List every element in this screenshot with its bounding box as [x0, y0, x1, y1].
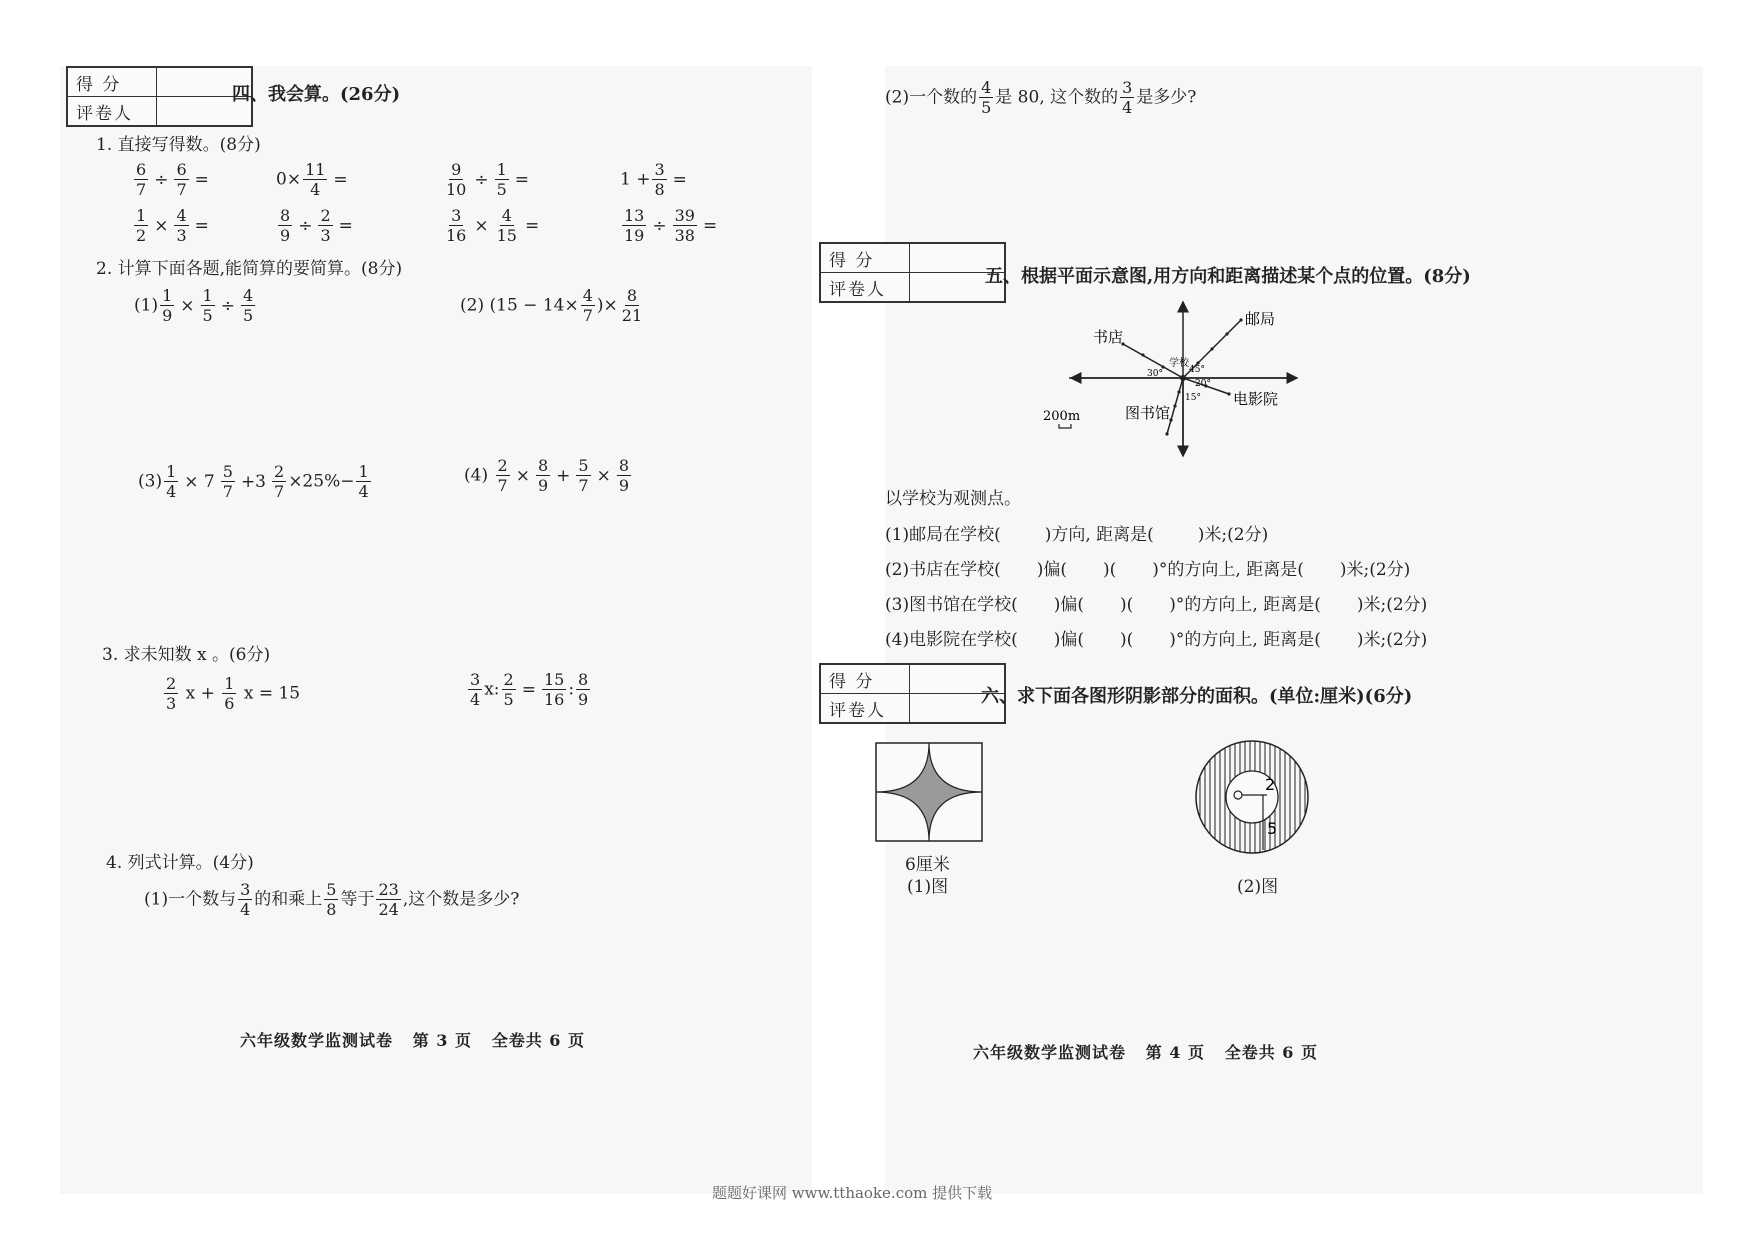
fraction: $\frac{8}{21}$ [621, 286, 643, 325]
q1-item-8: $\frac{13}{19}$ ÷ $\frac{39}{38}$ = [624, 206, 718, 245]
school-label: 学校 [1169, 358, 1189, 369]
q3-equation-2: $\frac{3}{4}$ x: $\frac{2}{5}$ = $\frac{15}{16}$ : $\frac{8}{9}$ [470, 670, 589, 709]
fraction: $\frac{23}{24}$ [378, 880, 399, 919]
q3-title: 3. 求未知数 x 。(6分) [102, 645, 271, 665]
grader-label: 评卷人 [820, 694, 910, 724]
fraction: $\frac{8}{9}$ [578, 670, 589, 709]
q4-part-2: (2)一个数的 $\frac{4}{5}$ 是 80, 这个数的 $\frac{3}{4}$ 是多少? [885, 78, 1197, 117]
figure-1-size: 6厘米 [905, 855, 950, 875]
fraction: $\frac{8}{9}$ [618, 456, 629, 495]
page-4 [829, 66, 1703, 1194]
fraction: $\frac{2}{3}$ [320, 206, 331, 245]
footer-left: 六年级数学监测试卷 第 3 页 全卷共 6 页 [240, 1031, 586, 1050]
library-label: 图书馆 [1125, 404, 1171, 422]
fraction: $\frac{1}{4}$ [358, 462, 369, 501]
fraction: $\frac{1}{4}$ [166, 462, 177, 501]
fraction: $\frac{1}{6}$ [224, 674, 235, 713]
q1-title: 1. 直接写得数。(8分) [96, 135, 261, 155]
fraction: $\frac{1}{2}$ [136, 206, 147, 245]
figure-2-circles [1193, 738, 1311, 856]
q2-part-1: (1) $\frac{1}{9}$ × $\frac{1}{5}$ ÷ $\frac{4}{5}$ [134, 286, 254, 325]
q4-title: 4. 列式计算。(4分) [106, 853, 254, 873]
fraction: $\frac{6}{7}$ [176, 160, 187, 199]
fraction: $\frac{4}{5}$ [242, 286, 254, 325]
school-point [1180, 375, 1186, 381]
fraction: $\frac{5}{8}$ [326, 880, 337, 919]
q3-equation-1: $\frac{2}{3}$ x + $\frac{1}{6}$ x = 15 [166, 674, 301, 713]
score-label: 得 分 [820, 243, 910, 273]
small-radius-label: 2 [1265, 775, 1276, 794]
cinema-label: 电影院 [1233, 390, 1279, 408]
post-label: 邮局 [1245, 310, 1276, 328]
angle-20-label: 20° [1195, 379, 1211, 389]
q5-line-3: (3)图书馆在学校( )偏( )( )°的方向上, 距离是( )米;(2分) [885, 595, 1428, 615]
score-label: 得 分 [820, 664, 910, 694]
bookstore-label: 书店 [1093, 328, 1124, 346]
fraction: $\frac{39}{38}$ [674, 206, 695, 245]
angle-15-label: 15° [1185, 393, 1201, 403]
fraction: $\frac{2}{3}$ [166, 674, 177, 713]
watermark: 题题好课网 www.tthaoke.com 提供下载 [712, 1184, 993, 1202]
direction-map [1043, 296, 1325, 466]
score-box [66, 66, 253, 127]
fraction: $\frac{4}{3}$ [176, 206, 187, 245]
fraction: $\frac{13}{19}$ [624, 206, 645, 245]
q1-item-6: $\frac{8}{9}$ ÷ $\frac{2}{3}$ = [280, 206, 353, 245]
angle-45-label: 45° [1189, 365, 1205, 375]
section-title-4: 四、我会算。(26分) [232, 84, 401, 105]
fraction: $\frac{8}{9}$ [537, 456, 549, 495]
fraction: $\frac{1}{5}$ [496, 160, 507, 199]
fraction: $\frac{9}{10}$ [446, 160, 467, 199]
fraction: $\frac{2}{5}$ [503, 670, 514, 709]
fraction: $\frac{4}{5}$ [981, 78, 992, 117]
q5-line-4: (4)电影院在学校( )偏( )( )°的方向上, 距离是( )米;(2分) [885, 630, 1428, 650]
fraction: $\frac{2}{7}$ [497, 456, 508, 495]
fraction: $\frac{6}{7}$ [136, 160, 147, 199]
grader-label: 评卷人 [67, 97, 157, 127]
large-radius-label: 5 [1267, 819, 1278, 838]
q1-item-7: $\frac{3}{16}$ × $\frac{4}{15}$ = [446, 206, 540, 245]
score-label: 得 分 [67, 67, 157, 97]
page-3 [60, 66, 812, 1194]
fraction: $\frac{4}{15}$ [496, 206, 517, 245]
fraction: $\frac{8}{9}$ [280, 206, 291, 245]
q1-item-3: $\frac{9}{10}$ ÷ $\frac{1}{5}$ = [446, 160, 530, 199]
q2-part-4: (4) $\frac{2}{7}$ × $\frac{8}{9}$ + $\frac{5}{7}$ × $\frac{8}{9}$ [464, 456, 629, 495]
figure-2-caption: (2)图 [1237, 877, 1279, 897]
q2-part-3: (3) $\frac{1}{4}$ × 7 $\frac{5}{7}$ +3 $\frac{2}{7}$ ×25%− $\frac{1}{4}$ [138, 462, 369, 501]
scale-bar [1059, 424, 1071, 428]
q2-title: 2. 计算下面各题,能简算的要简算。(8分) [96, 259, 403, 279]
center-point [1234, 791, 1242, 799]
scale-label: 200m [1043, 409, 1081, 424]
fraction: $\frac{3}{4}$ [1122, 78, 1133, 117]
q1-item-2: 0× $\frac{11}{4}$ = [276, 160, 348, 199]
q5-line-2: (2)书店在学校( )偏( )( )°的方向上, 距离是( )米;(2分) [885, 560, 1411, 580]
score-box-5 [819, 242, 1006, 303]
figure-1-caption: (1)图 [907, 877, 949, 897]
fraction: $\frac{5}{7}$ [222, 462, 233, 501]
fraction: $\frac{3}{4}$ [470, 670, 481, 709]
section-title-5: 五、根据平面示意图,用方向和距离描述某个点的位置。(8分) [985, 266, 1471, 287]
fraction: $\frac{15}{16}$ [543, 670, 565, 709]
q1-item-1: $\frac{6}{7}$ ÷ $\frac{6}{7}$ = [136, 160, 209, 199]
figure-1-square [875, 742, 985, 844]
angle-30-label: 30° [1147, 369, 1163, 379]
fraction: $\frac{3}{16}$ [446, 206, 467, 245]
fraction: $\frac{1}{9}$ [162, 286, 173, 325]
section-title-6: 六、求下面各图形阴影部分的面积。(单位:厘米)(6分) [981, 686, 1413, 707]
fraction: $\frac{3}{8}$ [654, 160, 665, 199]
fraction: $\frac{5}{7}$ [578, 456, 589, 495]
observation-intro: 以学校为观测点。 [885, 489, 1021, 509]
fraction: $\frac{11}{4}$ [305, 160, 326, 199]
q1-item-5: $\frac{1}{2}$ × $\frac{4}{3}$ = [136, 206, 209, 245]
fraction: $\frac{2}{7}$ [274, 462, 285, 501]
q5-line-1: (1)邮局在学校( )方向, 距离是( )米;(2分) [885, 525, 1269, 545]
q2-part-2: (2) (15 − 14× $\frac{4}{7}$ )× $\frac{8}{21}$ [460, 286, 643, 325]
q1-item-4: 1 + $\frac{3}{8}$ = [620, 160, 687, 199]
footer-right: 六年级数学监测试卷 第 4 页 全卷共 6 页 [973, 1043, 1319, 1062]
grader-label: 评卷人 [820, 273, 910, 303]
fraction: $\frac{1}{5}$ [202, 286, 213, 325]
fraction: $\frac{4}{7}$ [582, 286, 593, 325]
score-box-6 [819, 663, 1006, 724]
q4-part-1: (1)一个数与 $\frac{3}{4}$ 的和乘上 $\frac{5}{8}$ 等于 $\frac{23}{24}$ ,这个数是多少? [144, 880, 520, 919]
fraction: $\frac{3}{4}$ [240, 880, 251, 919]
